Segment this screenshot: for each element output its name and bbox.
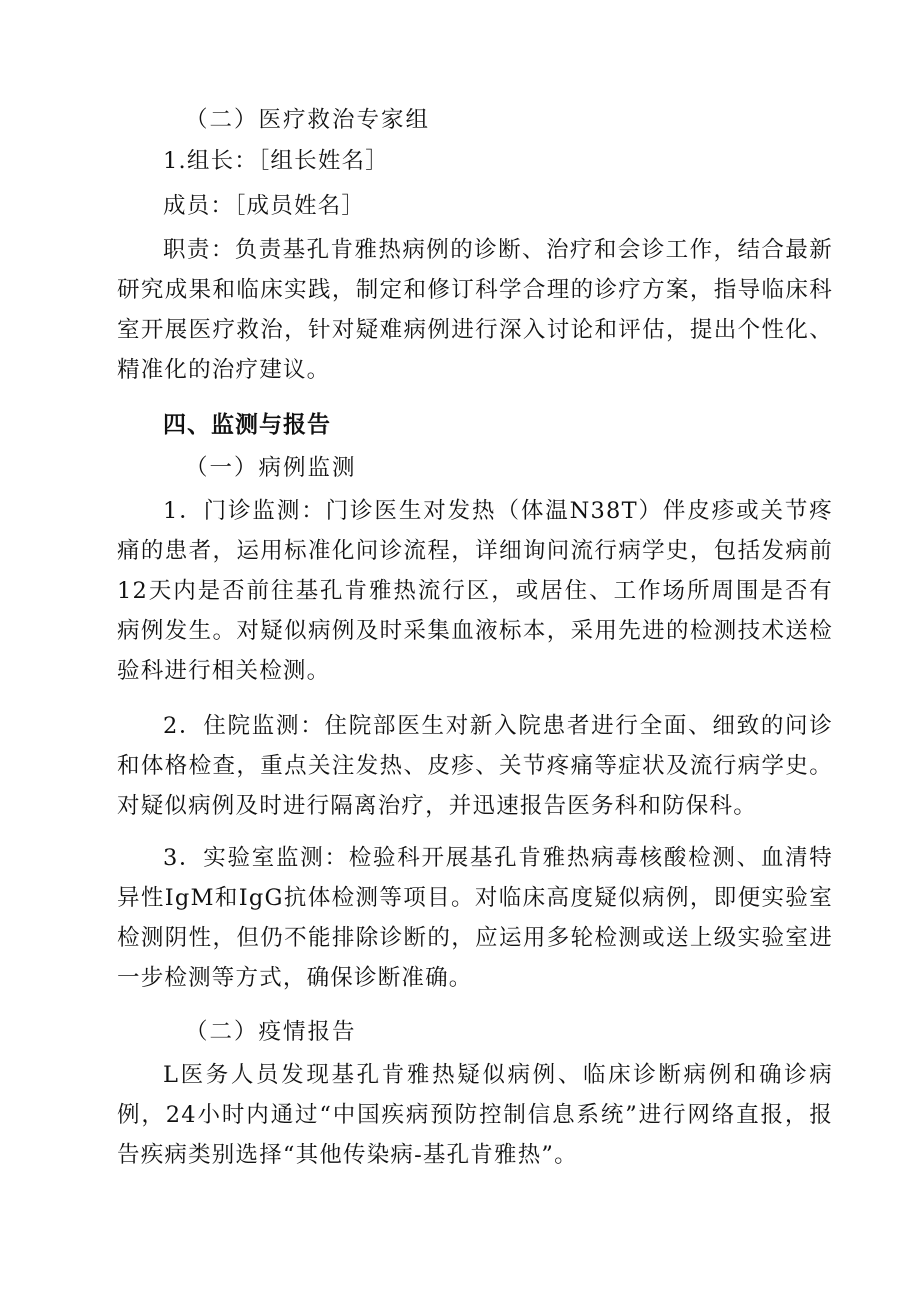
inpatient-monitoring-paragraph: 2．住院监测：住院部医生对新入院患者进行全面、细致的问诊和体格检查，重点关注发热、皮疹、关节疼痛等症状及流行病学史。对疑似病例及时进行隔离治疗，并迅速报告医务科和防保科。 [117,713,833,819]
outpatient-monitoring-paragraph: 1．门诊监测：门诊医生对发热（体温N38T）伴皮疹或关节疼痛的患者，运用标准化问诊流程，详细询问流行病学史，包括发病前12天内是否前往基孔肯雅热流行区，或居住、工作场所周围是否有病例发生。对疑似病例及时采集血液标本，采用先进的检测技术送检验科进行相关检测。 [117,498,833,684]
section-heading-medical-group: （二）医疗救治专家组 [185,107,431,133]
epidemic-report-paragraph: L医务人员发现基孔肯雅热疑似病例、临床诊断病例和确诊病例，24小时内通过“中国疾病预防控制信息系统”进行网络直报，报告疾病类别选择“其他传染病-基孔肯雅热”。 [117,1062,833,1168]
laboratory-monitoring-paragraph: 3．实验室监测：检验科开展基孔肯雅热病毒核酸检测、血清特异性IgM和IgG抗体检测等项目。对临床高度疑似病例，即便实验室检测阴性，但仍不能排除诊断的，应运用多轮检测或送上级实验室进一步检测等方式，确保诊断准确。 [117,845,833,991]
section-heading-epidemic-report: （二）疫情报告 [185,1019,357,1045]
group-members-line: 成员：［成员姓名］ [163,193,366,219]
chapter-heading-monitoring: 四、监测与报告 [163,412,331,438]
group-duty-paragraph: 职责：负责基孔肯雅热病例的诊断、治疗和会诊工作，结合最新研究成果和临床实践，制定和修订科学合理的诊疗方案，指导临床科室开展医疗救治，针对疑难病例进行深入讨论和评估，提出个性化、精准化的治疗建议。 [117,237,833,383]
section-heading-case-monitoring: （一）病例监测 [185,455,357,481]
group-leader-line: 1.组长：［组长姓名］ [163,148,389,174]
